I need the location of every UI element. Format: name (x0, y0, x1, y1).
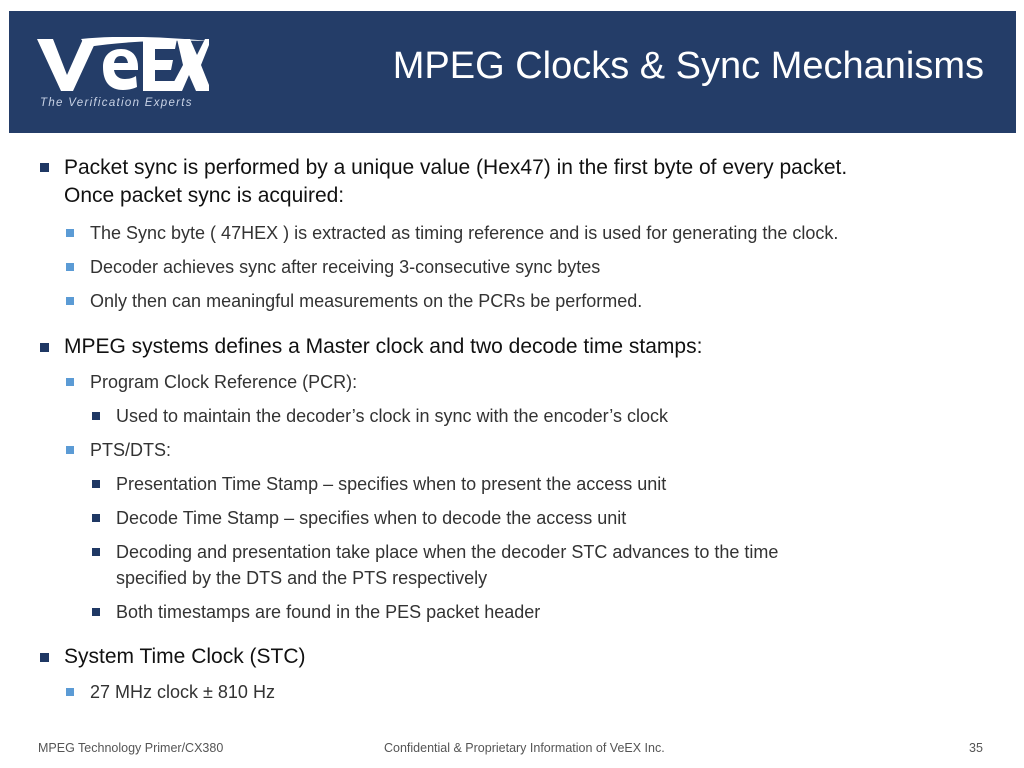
bullet-both-timestamps: Both timestamps are found in the PES packet header (116, 602, 541, 622)
level3-bullet (92, 514, 100, 522)
level3-bullet (92, 480, 100, 488)
level2-bullet (66, 263, 74, 271)
slide-header (9, 11, 1016, 133)
bullet-decoder-sync: Decoder achieves sync after receiving 3-consecutive sync bytes (90, 257, 601, 277)
footer-confidential: Confidential & Proprietary Information of VeEX Inc. (384, 741, 665, 755)
level1-bullet (40, 163, 49, 172)
bullet-mpeg-systems: MPEG systems defines a Master clock and two decode time stamps: (64, 335, 703, 358)
bullet-pts-dts: PTS/DTS: (90, 440, 172, 460)
level2-bullet (66, 297, 74, 305)
bullet-dts: Decode Time Stamp – specifies when to decode the access unit (116, 508, 627, 528)
footer-doc-title: MPEG Technology Primer/CX380 (38, 741, 224, 755)
bullet-only-then: Only then can meaningful measurements on the PCRs be performed. (90, 291, 643, 311)
level2-bullet (66, 229, 74, 237)
bullet-27mhz: 27 MHz clock ± 810 Hz (90, 682, 275, 702)
bullet-sync-byte: The Sync byte ( 47HEX ) is extracted as timing reference and is used for generating the clock. (90, 223, 839, 243)
logo-tagline: The Verification Experts (40, 97, 193, 109)
veex-logo-mark (37, 37, 209, 97)
level3-bullet (92, 412, 100, 420)
bullet-packet-sync-continued: Once packet sync is acquired: (64, 184, 345, 207)
bullet-packet-sync: Packet sync is performed by a unique value (Hex47) in the first byte of every packet. (64, 156, 848, 179)
slide-title: MPEG Clocks & Sync Mechanisms (392, 45, 984, 87)
bullet-pts: Presentation Time Stamp – specifies when to present the access unit (116, 474, 667, 494)
bullet-pcr-used: Used to maintain the decoder’s clock in sync with the encoder’s clock (116, 406, 668, 426)
footer-page-number: 35 (969, 741, 983, 755)
bullet-decoding-continued: specified by the DTS and the PTS respectively (116, 568, 488, 588)
bullet-decoding: Decoding and presentation take place when the decoder STC advances to the time (116, 542, 779, 562)
level3-bullet (92, 608, 100, 616)
level3-bullet (92, 548, 100, 556)
level2-bullet (66, 688, 74, 696)
level2-bullet (66, 378, 74, 386)
level1-bullet (40, 653, 49, 662)
veex-logo (37, 37, 209, 123)
level2-bullet (66, 446, 74, 454)
bullet-pcr: Program Clock Reference (PCR): (90, 372, 358, 392)
bullet-stc: System Time Clock (STC) (64, 645, 306, 668)
level1-bullet (40, 343, 49, 352)
